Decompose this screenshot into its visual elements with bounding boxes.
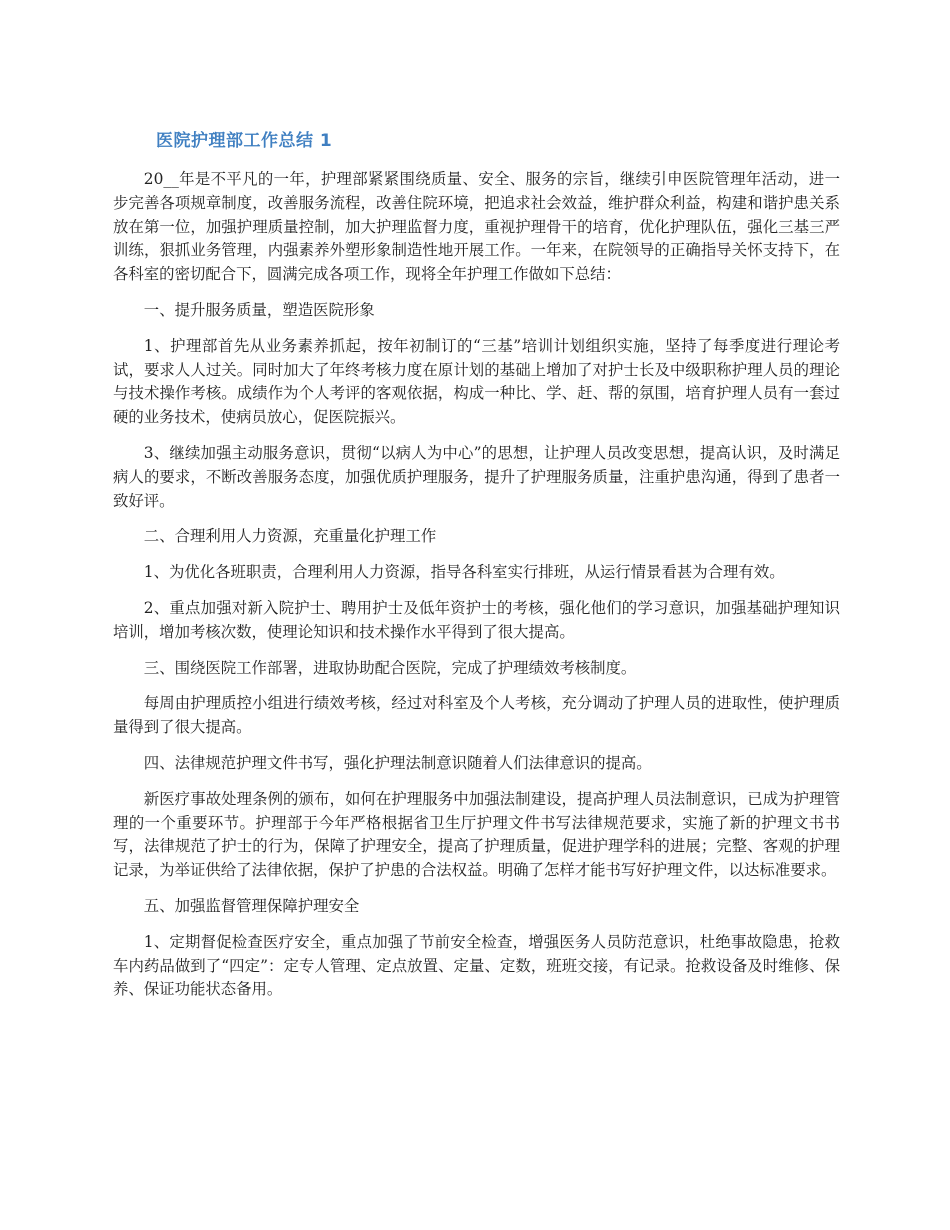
section-3-paragraph: 每周由护理质控小组进行绩效考核，经过对科室及个人考核，充分调动了护理人员的进取性，使护理质量得到了很大提高。 bbox=[113, 694, 840, 737]
document-title: 医院护理部工作总结 1 bbox=[156, 131, 333, 151]
section-heading-1: 一、提升服务质量，塑造医院形象 bbox=[143, 300, 375, 319]
section-1-paragraph-3: 3、继续加强主动服务意识，贯彻“以病人为中心”的思想，让护理人员改变思想，提高认识，及时满足病人的要求，不断改善服务态度，加强优质护理服务，提升了护理服务质量，注重护患沟通，得到了患者一致好评。 bbox=[113, 443, 840, 510]
section-1-paragraph-1: 1、护理部首先从业务素养抓起，按年初制订的“三基”培训计划组织实施，坚持了每季度进行理论考试，要求人人过关。同时加大了年终考核力度在原计划的基础上增加了对护士长及中级职称护理人员的理论与技术操作考核。成绩作为个人考评的客观依据，构成一种比、学、赶、帮的氛围，培育护理人员有一套过硬的业务技术，使病员放心，促医院振兴。 bbox=[113, 336, 840, 427]
intro-paragraph: 20__年是不平凡的一年，护理部紧紧围绕质量、安全、服务的宗旨，继续引申医院管理年活动，进一步完善各项规章制度，改善服务流程，改善住院环境，把追求社会效益，维护群众利益，构建和谐护患关系放在第一位，加强护理质量控制，加大护理监督力度，重视护理骨干的培育，优化护理队伍，强化三基三严训练，狠抓业务管理，内强素养外塑形象制造性地开展工作。一年来，在院领导的正确指导关怀支持下，在各科室的密切配合下，圆满完成各项工作，现将全年护理工作做如下总结： bbox=[113, 170, 840, 284]
section-heading-3: 三、围绕医院工作部署，进取协助配合医院，完成了护理绩效考核制度。 bbox=[143, 658, 637, 677]
document-page bbox=[113, 126, 840, 1014]
section-heading-5: 五、加强监督管理保障护理安全 bbox=[143, 896, 360, 915]
section-5-paragraph-1: 1、定期督促检查医疗安全，重点加强了节前安全检查，增强医务人员防范意识，杜绝事故隐患，抢救车内药品做到了“四定”：定专人管理、定点放置、定量、定数，班班交接，有记录。抢救设备及时维修、保养、保证功能状态备用。 bbox=[113, 932, 840, 999]
section-2-paragraph-2: 2、重点加强对新入院护士、聘用护士及低年资护士的考核，强化他们的学习意识，加强基础护理知识培训，增加考核次数，使理论知识和技术操作水平得到了很大提高。 bbox=[113, 598, 840, 641]
section-heading-2: 二、合理利用人力资源，充重量化护理工作 bbox=[143, 527, 437, 546]
section-2-paragraph-1: 1、为优化各班职责，合理利用人力资源，指导各科室实行排班，从运行情景看甚为合理有效。 bbox=[143, 563, 785, 582]
section-heading-4: 四、法律规范护理文件书写，强化护理法制意识随着人们法律意识的提高。 bbox=[143, 753, 652, 772]
section-4-paragraph: 新医疗事故处理条例的颁布，如何在护理服务中加强法制建设，提高护理人员法制意识，已成为护理管理的一个重要环节。护理部于今年严格根据省卫生厅护理文件书写法律规范要求，实施了新的护理文书书写，法律规范了护士的行为，保障了护理安全，提高了护理质量，促进护理学科的进展；完整、客观的护理记录，为举证供给了法律依据，保护了护患的合法权益。明确了怎样才能书写好护理文件，以达标准要求。 bbox=[113, 789, 840, 880]
